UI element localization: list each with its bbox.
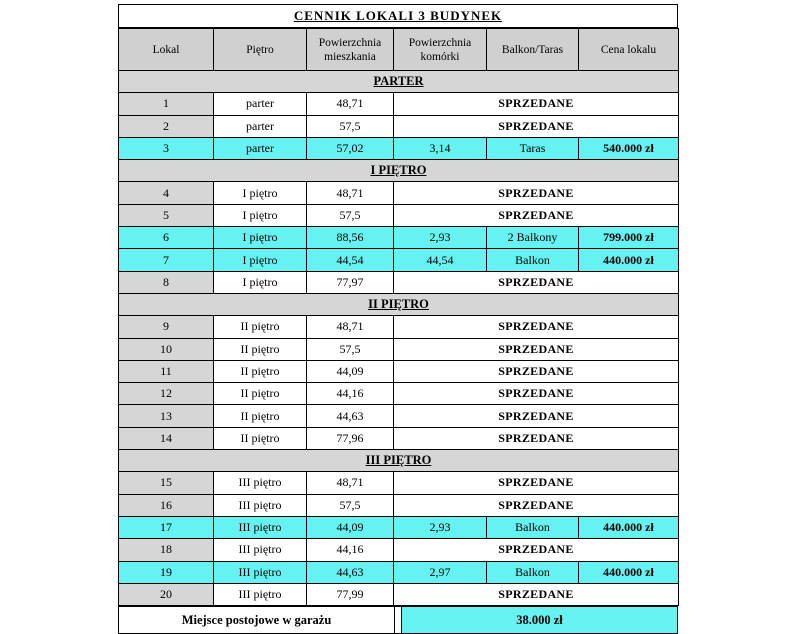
cell-area: 44,16 bbox=[307, 383, 394, 405]
cell-lokal: 10 bbox=[119, 338, 214, 360]
cell-status: SPRZEDANE bbox=[394, 360, 679, 382]
cell-pietro: parter bbox=[214, 137, 307, 159]
cell-pietro: III piętro bbox=[214, 494, 307, 516]
cell-balkon: Balkon bbox=[487, 516, 579, 538]
table-row bbox=[119, 182, 679, 204]
cell-status: SPRZEDANE bbox=[394, 427, 679, 449]
cell-status: SPRZEDANE bbox=[394, 204, 679, 226]
cell-lokal: 11 bbox=[119, 360, 214, 382]
cell-komorka: 3,14 bbox=[394, 137, 487, 159]
table-row bbox=[119, 115, 679, 137]
page-title: CENNIK LOKALI 3 BUDYNEK bbox=[293, 8, 503, 23]
cell-pietro: III piętro bbox=[214, 516, 307, 538]
cell-lokal: 1 bbox=[119, 93, 214, 115]
cell-status: SPRZEDANE bbox=[394, 93, 679, 115]
cell-komorka: 2,97 bbox=[394, 561, 487, 583]
cell-pietro: parter bbox=[214, 93, 307, 115]
section-title: II PIĘTRO bbox=[119, 293, 679, 315]
cell-status: SPRZEDANE bbox=[394, 539, 679, 561]
table-row bbox=[119, 93, 679, 115]
cell-balkon: Taras bbox=[487, 137, 579, 159]
cell-komorka: 44,54 bbox=[394, 249, 487, 271]
cell-area: 57,5 bbox=[307, 494, 394, 516]
cell-area: 77,97 bbox=[307, 271, 394, 293]
table-row bbox=[119, 249, 679, 271]
cell-area: 48,71 bbox=[307, 93, 394, 115]
cell-status: SPRZEDANE bbox=[394, 472, 679, 494]
table-row bbox=[119, 405, 679, 427]
table-row bbox=[119, 204, 679, 226]
cell-lokal: 3 bbox=[119, 137, 214, 159]
cell-balkon: Balkon bbox=[487, 561, 579, 583]
price-table bbox=[118, 28, 679, 606]
table-body bbox=[119, 71, 679, 606]
title-row bbox=[118, 4, 678, 28]
cell-status: SPRZEDANE bbox=[394, 494, 679, 516]
table-row bbox=[119, 561, 679, 583]
cell-pietro: III piętro bbox=[214, 561, 307, 583]
cell-area: 57,02 bbox=[307, 137, 394, 159]
cell-lokal: 9 bbox=[119, 316, 214, 338]
cell-pietro: III piętro bbox=[214, 539, 307, 561]
cell-area: 57,5 bbox=[307, 115, 394, 137]
section-title: I PIĘTRO bbox=[119, 160, 679, 182]
cell-lokal: 4 bbox=[119, 182, 214, 204]
header-lokal: Lokal bbox=[119, 29, 214, 71]
section-title: III PIĘTRO bbox=[119, 450, 679, 472]
table-row bbox=[119, 516, 679, 538]
garage-price: 38.000 zł bbox=[401, 607, 677, 633]
garage-label: Miejsce postojowe w garażu bbox=[119, 607, 395, 633]
cell-area: 44,09 bbox=[307, 516, 394, 538]
cell-area: 44,63 bbox=[307, 561, 394, 583]
cell-lokal: 20 bbox=[119, 583, 214, 605]
cell-area: 48,71 bbox=[307, 182, 394, 204]
cell-pietro: parter bbox=[214, 115, 307, 137]
cell-pietro: II piętro bbox=[214, 405, 307, 427]
section-row bbox=[119, 71, 679, 93]
cell-lokal: 19 bbox=[119, 561, 214, 583]
cell-status: SPRZEDANE bbox=[394, 405, 679, 427]
cell-area: 88,56 bbox=[307, 227, 394, 249]
cell-status: SPRZEDANE bbox=[394, 583, 679, 605]
price-list bbox=[118, 4, 678, 634]
cell-lokal: 13 bbox=[119, 405, 214, 427]
table-row bbox=[119, 271, 679, 293]
table-row bbox=[119, 494, 679, 516]
cell-pietro: I piętro bbox=[214, 182, 307, 204]
cell-komorka: 2,93 bbox=[394, 227, 487, 249]
cell-lokal: 17 bbox=[119, 516, 214, 538]
cell-lokal: 12 bbox=[119, 383, 214, 405]
cell-cena: 440.000 zł bbox=[579, 516, 679, 538]
table-row bbox=[119, 383, 679, 405]
header-pow-komorki: Powierzchnia komórki bbox=[394, 29, 487, 71]
cell-status: SPRZEDANE bbox=[394, 115, 679, 137]
section-row bbox=[119, 293, 679, 315]
cell-area: 44,16 bbox=[307, 539, 394, 561]
cell-lokal: 2 bbox=[119, 115, 214, 137]
header-pow-mieszkania: Powierzchnia mieszkania bbox=[307, 29, 394, 71]
cell-status: SPRZEDANE bbox=[394, 316, 679, 338]
section-title: PARTER bbox=[119, 71, 679, 93]
cell-cena: 799.000 zł bbox=[579, 227, 679, 249]
cell-pietro: II piętro bbox=[214, 338, 307, 360]
table-row bbox=[119, 227, 679, 249]
cell-area: 48,71 bbox=[307, 316, 394, 338]
cell-lokal: 6 bbox=[119, 227, 214, 249]
header-pietro: Piętro bbox=[214, 29, 307, 71]
cell-pietro: I piętro bbox=[214, 249, 307, 271]
cell-cena: 440.000 zł bbox=[579, 249, 679, 271]
cell-area: 44,63 bbox=[307, 405, 394, 427]
section-row bbox=[119, 450, 679, 472]
header-cena: Cena lokalu bbox=[579, 29, 679, 71]
cell-pietro: II piętro bbox=[214, 360, 307, 382]
cell-area: 44,09 bbox=[307, 360, 394, 382]
cell-area: 57,5 bbox=[307, 338, 394, 360]
section-row bbox=[119, 160, 679, 182]
cell-pietro: I piętro bbox=[214, 271, 307, 293]
cell-balkon: Balkon bbox=[487, 249, 579, 271]
cell-lokal: 16 bbox=[119, 494, 214, 516]
cell-area: 77,99 bbox=[307, 583, 394, 605]
cell-pietro: II piętro bbox=[214, 316, 307, 338]
cell-lokal: 14 bbox=[119, 427, 214, 449]
cell-cena: 440.000 zł bbox=[579, 561, 679, 583]
cell-pietro: I piętro bbox=[214, 204, 307, 226]
header-row bbox=[119, 29, 679, 71]
table-row bbox=[119, 539, 679, 561]
cell-pietro: III piętro bbox=[214, 472, 307, 494]
cell-lokal: 8 bbox=[119, 271, 214, 293]
cell-status: SPRZEDANE bbox=[394, 271, 679, 293]
cell-lokal: 5 bbox=[119, 204, 214, 226]
cell-lokal: 15 bbox=[119, 472, 214, 494]
cell-status: SPRZEDANE bbox=[394, 182, 679, 204]
cell-lokal: 18 bbox=[119, 539, 214, 561]
table-row bbox=[119, 338, 679, 360]
cell-pietro: III piętro bbox=[214, 583, 307, 605]
table-row bbox=[119, 137, 679, 159]
cell-komorka: 2,93 bbox=[394, 516, 487, 538]
table-row bbox=[119, 583, 679, 605]
cell-lokal: 7 bbox=[119, 249, 214, 271]
table-row bbox=[119, 472, 679, 494]
table-row bbox=[119, 427, 679, 449]
header-balkon: Balkon/Taras bbox=[487, 29, 579, 71]
cell-area: 57,5 bbox=[307, 204, 394, 226]
garage-row bbox=[118, 606, 678, 634]
table-row bbox=[119, 316, 679, 338]
cell-status: SPRZEDANE bbox=[394, 338, 679, 360]
cell-balkon: 2 Balkony bbox=[487, 227, 579, 249]
cell-pietro: II piętro bbox=[214, 427, 307, 449]
cell-pietro: I piętro bbox=[214, 227, 307, 249]
cell-area: 48,71 bbox=[307, 472, 394, 494]
cell-area: 44,54 bbox=[307, 249, 394, 271]
cell-status: SPRZEDANE bbox=[394, 383, 679, 405]
cell-area: 77,96 bbox=[307, 427, 394, 449]
table-row bbox=[119, 360, 679, 382]
cell-cena: 540.000 zł bbox=[579, 137, 679, 159]
cell-pietro: II piętro bbox=[214, 383, 307, 405]
